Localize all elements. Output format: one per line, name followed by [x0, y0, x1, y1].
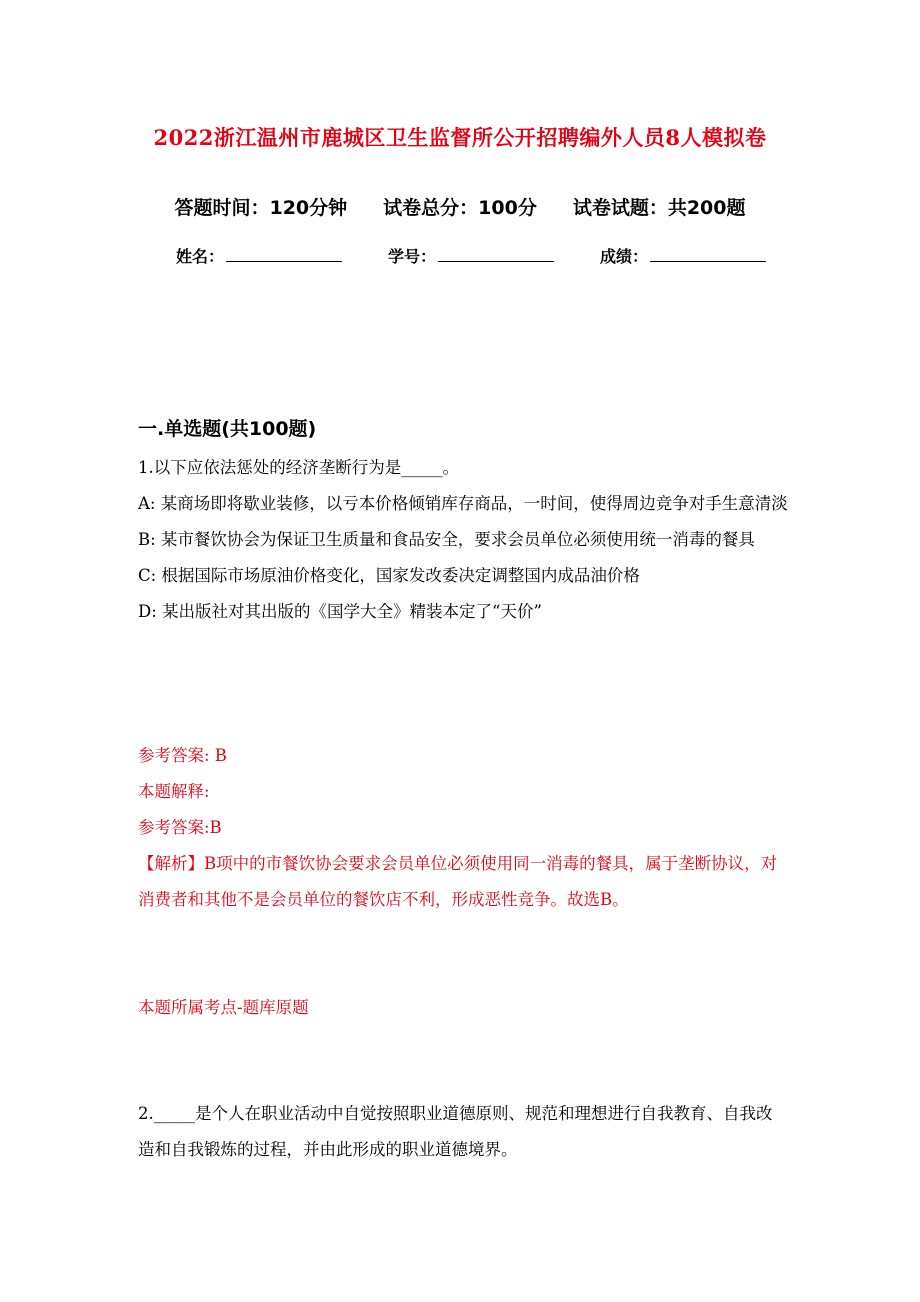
id-label: 学号：: [388, 247, 437, 266]
answer-block: [138, 738, 788, 918]
option-a: A: 某商场即将歇业装修，以亏本价格倾销库存商品，一时间，使得周边竞争对手生意清淡: [138, 494, 788, 513]
name-label: 姓名：: [176, 247, 225, 266]
option-c: C: 根据国际市场原油价格变化，国家发改委决定调整国内成品油价格: [138, 566, 640, 585]
exam-total-score: 试卷总分：100分: [383, 197, 537, 219]
option-b: B: 某市餐饮协会为保证卫生质量和食品安全，要求会员单位必须使用统一消毒的餐具: [138, 530, 755, 549]
knowledge-point: 本题所属考点-题库原题: [138, 998, 309, 1017]
option-d: D: 某出版社对其出版的《国学大全》精装本定了“天价”: [138, 602, 542, 621]
student-info-row: [176, 244, 766, 267]
question-stem: 1.以下应依法惩处的经济垄断行为是_____。: [138, 458, 459, 477]
exam-time: 答题时间：120分钟: [174, 197, 348, 219]
score-field[interactable]: [650, 245, 766, 262]
score-label: 成绩：: [600, 247, 649, 266]
question-stem: 2._____是个人在职业活动中自觉按照职业道德原则、规范和理想进行自我教育、自我改造和自我锻炼的过程，并由此形成的职业道德境界。: [138, 1104, 773, 1159]
explain-label: 本题解释:: [138, 782, 210, 801]
exam-question-count: 试卷试题：共200题: [572, 197, 746, 219]
section-heading: 一.单选题(共100题): [138, 418, 317, 440]
id-field[interactable]: [438, 245, 554, 262]
answer-label: 参考答案: B: [138, 746, 227, 765]
analysis-text: 【解析】B项中的市餐饮协会要求会员单位必须使用同一消毒的餐具，属于垄断协议，对消费者和其他不是会员单位的餐饮店不利，形成恶性竞争。故选B。: [138, 854, 778, 909]
question-2: [138, 1096, 788, 1168]
exam-meta: [0, 193, 920, 220]
question-1: [138, 450, 788, 630]
exam-title: 2022浙江温州市鹿城区卫生监督所公开招聘编外人员8人模拟卷: [153, 125, 767, 150]
name-field[interactable]: [226, 245, 342, 262]
answer-label-2: 参考答案:B: [138, 818, 222, 837]
